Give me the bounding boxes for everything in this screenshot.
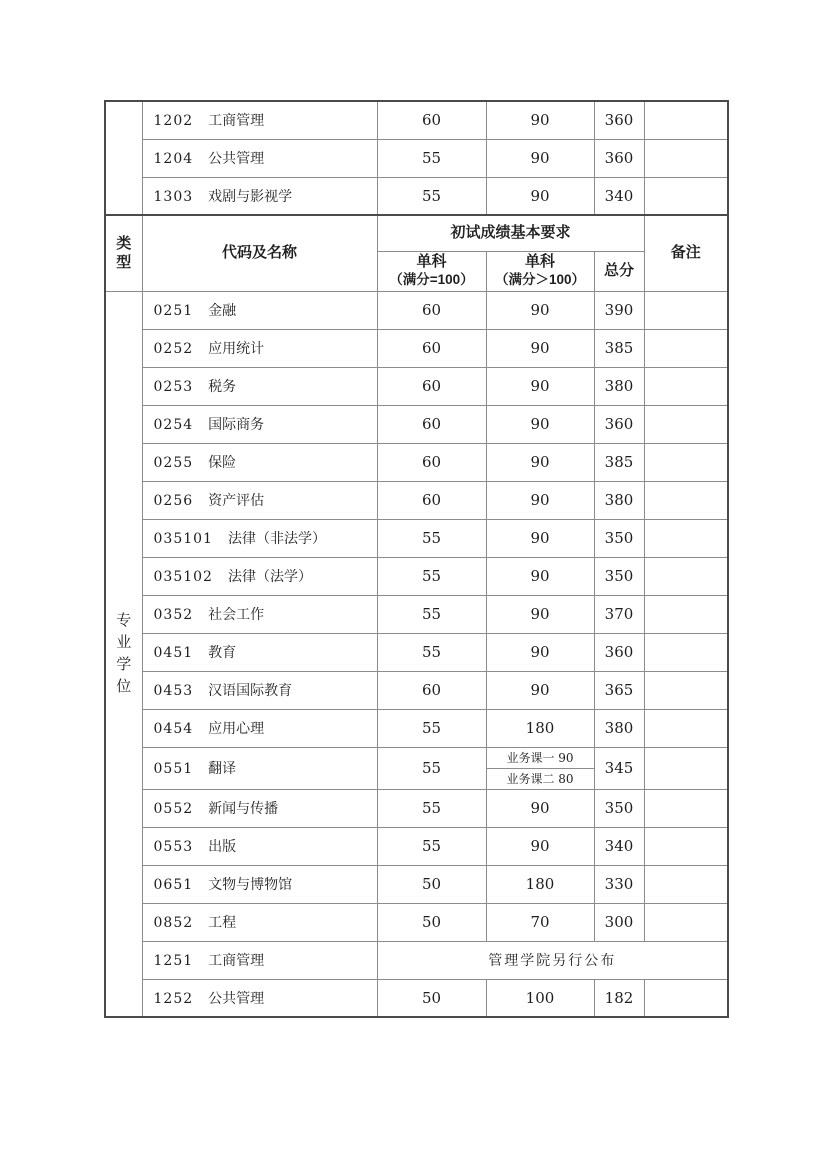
remark-cell: [644, 671, 728, 709]
category-char: 业: [116, 633, 132, 652]
table-row: [105, 139, 728, 177]
total-cell: 340: [594, 177, 644, 215]
total-cell: 385: [594, 329, 644, 367]
category-char: 专: [116, 611, 132, 630]
table-row: [105, 329, 728, 367]
single-eq100-cell: 55: [377, 827, 486, 865]
program-code: 0352: [153, 607, 194, 623]
single-eq100-cell: 55: [377, 139, 486, 177]
code-name-cell: [142, 671, 377, 709]
table-row: [105, 405, 728, 443]
single-gt100-cell: 90: [486, 291, 594, 329]
program-code: 1204: [153, 151, 194, 167]
program-name: 工商管理: [208, 113, 265, 130]
header-row-1: [105, 215, 728, 251]
table-row: [105, 709, 728, 747]
header-single-gt100-line1: 单科: [524, 253, 555, 270]
code-name-cell: [142, 903, 377, 941]
program-code: 035101: [153, 531, 213, 547]
single-eq100-cell: 60: [377, 291, 486, 329]
single-gt100-cell: 90: [486, 519, 594, 557]
merged-announcement-cell: 管理学院另行公布: [377, 941, 728, 979]
remark-cell: [644, 557, 728, 595]
total-cell: 380: [594, 367, 644, 405]
remark-cell: [644, 979, 728, 1017]
single-eq100-cell: 55: [377, 519, 486, 557]
program-name: 社会工作: [208, 607, 265, 623]
single-gt100-cell: 90: [486, 633, 594, 671]
table-row: [105, 979, 728, 1017]
total-cell: 360: [594, 139, 644, 177]
single-eq100-cell: 50: [377, 979, 486, 1017]
table-row: [105, 557, 728, 595]
single-eq100-cell: 55: [377, 747, 486, 789]
code-name-cell: [142, 941, 377, 979]
total-cell: 360: [594, 101, 644, 139]
total-cell: 345: [594, 747, 644, 789]
total-cell: 350: [594, 557, 644, 595]
code-name-cell: [142, 481, 377, 519]
code-name-cell: [142, 633, 377, 671]
program-name: 汉语国际教育: [208, 683, 293, 699]
table-row: [105, 367, 728, 405]
program-name: 文物与博物馆: [208, 877, 293, 893]
single-gt100-cell: 70: [486, 903, 594, 941]
single-gt100-cell: 90: [486, 671, 594, 709]
program-name: 保险: [208, 455, 237, 471]
program-name: 工程: [208, 915, 237, 931]
code-name-cell: [142, 291, 377, 329]
program-code: 1202: [153, 113, 194, 130]
remark-cell: [644, 747, 728, 789]
remark-cell: [644, 903, 728, 941]
header-type: [105, 215, 142, 291]
header-single-eq100-line2: （满分=100）: [389, 272, 474, 287]
single-eq100-cell: 55: [377, 789, 486, 827]
single-eq100-cell: 60: [377, 443, 486, 481]
single-eq100-cell: 60: [377, 329, 486, 367]
remark-cell: [644, 827, 728, 865]
program-name: 法律（非法学）: [227, 531, 326, 547]
program-code: 0451: [153, 645, 194, 661]
code-name-cell: [142, 709, 377, 747]
remark-cell: [644, 405, 728, 443]
single-eq100-cell: 50: [377, 903, 486, 941]
header-type-line2: 型: [116, 254, 132, 272]
table-row: [105, 903, 728, 941]
total-cell: 365: [594, 671, 644, 709]
table-row: [105, 595, 728, 633]
table-row: [105, 941, 728, 979]
header-single-gt100-line2: （满分＞100）: [494, 272, 586, 287]
total-cell: 300: [594, 903, 644, 941]
remark-cell: [644, 329, 728, 367]
table-row: [105, 747, 728, 789]
table-row: [105, 481, 728, 519]
remark-cell: [644, 443, 728, 481]
remark-cell: [644, 633, 728, 671]
program-code: 0255: [153, 455, 194, 471]
program-name: 戏剧与影视学: [208, 188, 293, 205]
total-cell: 370: [594, 595, 644, 633]
table-row: [105, 101, 728, 139]
program-code: 0254: [153, 417, 194, 433]
program-name: 公共管理: [208, 151, 265, 167]
table-row: [105, 291, 728, 329]
total-cell: 330: [594, 865, 644, 903]
code-name-cell: [142, 329, 377, 367]
total-cell: 385: [594, 443, 644, 481]
single-gt100-cell: 90: [486, 789, 594, 827]
total-cell: 380: [594, 709, 644, 747]
table-row: [105, 789, 728, 827]
single-gt100-cell: 180: [486, 709, 594, 747]
header-single-eq100: [377, 251, 486, 291]
code-name-cell: [142, 443, 377, 481]
table-row: [105, 865, 728, 903]
remark-cell: [644, 101, 728, 139]
remark-cell: [644, 177, 728, 215]
total-cell: 390: [594, 291, 644, 329]
program-code: 0651: [153, 877, 194, 893]
program-code: 0552: [153, 801, 194, 817]
single-gt100-cell: 90: [486, 177, 594, 215]
code-name-cell: [142, 519, 377, 557]
program-code: 1303: [153, 188, 194, 205]
remark-cell: [644, 481, 728, 519]
remark-cell: [644, 519, 728, 557]
program-name: 新闻与传播: [208, 801, 279, 817]
document-page: [104, 100, 729, 1018]
code-name-cell: [142, 865, 377, 903]
program-name: 资产评估: [208, 493, 265, 509]
total-cell: 340: [594, 827, 644, 865]
table-row: [105, 827, 728, 865]
header-single-eq100-line1: 单科: [416, 253, 447, 270]
total-cell: 182: [594, 979, 644, 1017]
program-code: 0253: [153, 379, 194, 395]
total-cell: 360: [594, 405, 644, 443]
program-name: 法律（法学）: [227, 569, 312, 585]
business-course-1-score: 业务课一 90: [487, 748, 594, 769]
single-gt100-cell: 90: [486, 557, 594, 595]
program-code: 0553: [153, 839, 194, 855]
single-eq100-cell: 55: [377, 709, 486, 747]
program-code: 1252: [153, 990, 194, 1007]
single-eq100-cell: 60: [377, 671, 486, 709]
header-single-gt100: [486, 251, 594, 291]
single-eq100-cell: 55: [377, 177, 486, 215]
single-gt100-cell: 90: [486, 595, 594, 633]
table-row: [105, 633, 728, 671]
remark-cell: [644, 789, 728, 827]
program-name: 金融: [208, 303, 237, 319]
single-gt100-cell: 90: [486, 443, 594, 481]
program-name: 公共管理: [208, 990, 265, 1007]
code-name-cell: [142, 139, 377, 177]
program-code: 0251: [153, 303, 194, 319]
program-code: 0454: [153, 721, 194, 737]
single-eq100-cell: 60: [377, 481, 486, 519]
single-eq100-cell: 60: [377, 405, 486, 443]
program-name: 教育: [208, 645, 237, 661]
code-name-cell: [142, 101, 377, 139]
remark-cell: [644, 291, 728, 329]
program-code: 0256: [153, 493, 194, 509]
program-code: 1251: [153, 953, 194, 969]
header-total: 总分: [594, 251, 644, 291]
header-type-line1: 类: [116, 235, 132, 253]
category-cell: [105, 291, 142, 1017]
score-requirements-table: [104, 100, 729, 1018]
single-eq100-cell: 55: [377, 595, 486, 633]
total-cell: 380: [594, 481, 644, 519]
header-requirement: 初试成绩基本要求: [377, 215, 644, 251]
remark-cell: [644, 595, 728, 633]
single-gt100-cell: 90: [486, 367, 594, 405]
single-eq100-cell: 55: [377, 633, 486, 671]
single-gt100-cell: 90: [486, 405, 594, 443]
header-code-name: 代码及名称: [142, 215, 377, 291]
single-gt100-cell: 90: [486, 481, 594, 519]
code-name-cell: [142, 827, 377, 865]
code-name-cell: [142, 367, 377, 405]
remark-cell: [644, 865, 728, 903]
single-gt100-split-cell: [486, 747, 594, 789]
single-gt100-cell: 90: [486, 827, 594, 865]
category-char: 位: [116, 677, 132, 696]
program-name: 国际商务: [208, 417, 265, 433]
code-name-cell: [142, 789, 377, 827]
code-name-cell: [142, 747, 377, 789]
category-vertical-label: [106, 613, 142, 694]
program-name: 应用心理: [208, 721, 265, 737]
program-code: 0252: [153, 341, 194, 357]
code-name-cell: [142, 177, 377, 215]
single-eq100-cell: 60: [377, 367, 486, 405]
single-gt100-cell: 90: [486, 139, 594, 177]
code-name-cell: [142, 405, 377, 443]
table-row: [105, 177, 728, 215]
single-gt100-cell: 180: [486, 865, 594, 903]
single-gt100-cell: 100: [486, 979, 594, 1017]
header-remark: 备注: [644, 215, 728, 291]
single-gt100-cell: 90: [486, 101, 594, 139]
table-row: [105, 519, 728, 557]
code-name-cell: [142, 979, 377, 1017]
remark-cell: [644, 367, 728, 405]
total-cell: 350: [594, 789, 644, 827]
code-name-cell: [142, 557, 377, 595]
program-code: 0852: [153, 915, 194, 931]
program-name: 工商管理: [208, 953, 265, 969]
program-code: 035102: [153, 569, 213, 585]
table-row: [105, 443, 728, 481]
remark-cell: [644, 139, 728, 177]
table-row: [105, 671, 728, 709]
program-code: 0453: [153, 683, 194, 699]
business-course-2-score: 业务课二 80: [506, 771, 574, 786]
single-gt100-cell: 90: [486, 329, 594, 367]
single-eq100-cell: 50: [377, 865, 486, 903]
total-cell: 360: [594, 633, 644, 671]
program-name: 应用统计: [208, 341, 265, 357]
total-cell: 350: [594, 519, 644, 557]
code-name-cell: [142, 595, 377, 633]
single-eq100-cell: 60: [377, 101, 486, 139]
remark-cell: [644, 709, 728, 747]
category-char: 学: [116, 655, 132, 674]
program-name: 翻译: [208, 761, 237, 777]
program-name: 出版: [208, 839, 237, 855]
single-eq100-cell: 55: [377, 557, 486, 595]
type-cell-empty: [105, 101, 142, 215]
program-name: 税务: [208, 379, 237, 395]
program-code: 0551: [153, 761, 194, 777]
